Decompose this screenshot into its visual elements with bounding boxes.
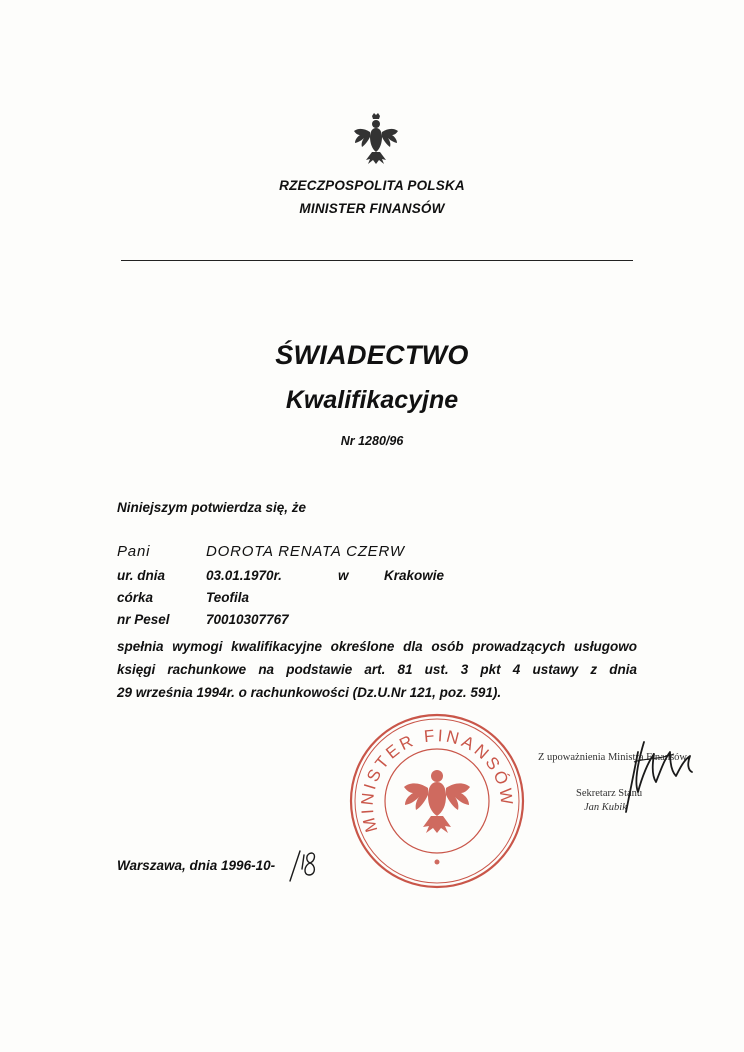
qualification-paragraph	[117, 635, 637, 704]
authority-line: Z upoważnienia Ministra Finansów	[538, 752, 688, 763]
official-stamp-icon	[348, 712, 526, 890]
handwritten-signature-icon	[564, 722, 714, 822]
stamp-text: MINISTER FINANSÓW	[357, 725, 517, 835]
pani-label: Pani	[117, 543, 151, 560]
birth-place-label: w	[338, 568, 349, 583]
country-heading: RZECZPOSPOLITA POLSKA	[279, 178, 465, 193]
paragraph-line: spełnia wymogi kwalifikacyjne określone dla osób prowadzących usługowo	[117, 639, 637, 654]
pesel-label: nr Pesel	[117, 612, 170, 627]
pesel-number: 70010307767	[206, 612, 289, 627]
birth-place: Krakowie	[384, 568, 445, 583]
birth-date-label: ur. dnia	[117, 568, 166, 583]
paragraph-line: 29 września 1994r. o rachunkowości (Dz.U.Nr 121, poz. 591).	[117, 685, 502, 700]
signer-role: Sekretarz Stanu	[576, 788, 643, 799]
ministry-heading: MINISTER FINANSÓW	[299, 201, 445, 216]
header-divider	[121, 260, 633, 261]
document-title: ŚWIADECTWO	[275, 340, 469, 370]
signature-block	[538, 750, 728, 830]
certificate-number: Nr 1280/96	[340, 434, 404, 448]
intro-text: Niniejszym potwierdza się, że	[117, 500, 307, 515]
birth-date: 03.01.1970r.	[206, 568, 282, 583]
document-subtitle: Kwalifikacyjne	[285, 386, 459, 414]
handwritten-day-icon	[286, 845, 336, 885]
person-name: DOROTA RENATA CZERW	[206, 543, 405, 560]
place-date: Warszawa, dnia 1996-10-	[117, 858, 276, 873]
signer-name: Jan Kubik	[584, 802, 627, 813]
eagle-emblem-icon	[352, 112, 400, 168]
daughter-label: córka	[117, 590, 154, 605]
father-name: Teofila	[206, 590, 250, 605]
paragraph-line: księgi rachunkowe na podstawie art. 81 ust. 3 pkt 4 ustawy z dnia	[117, 662, 637, 677]
